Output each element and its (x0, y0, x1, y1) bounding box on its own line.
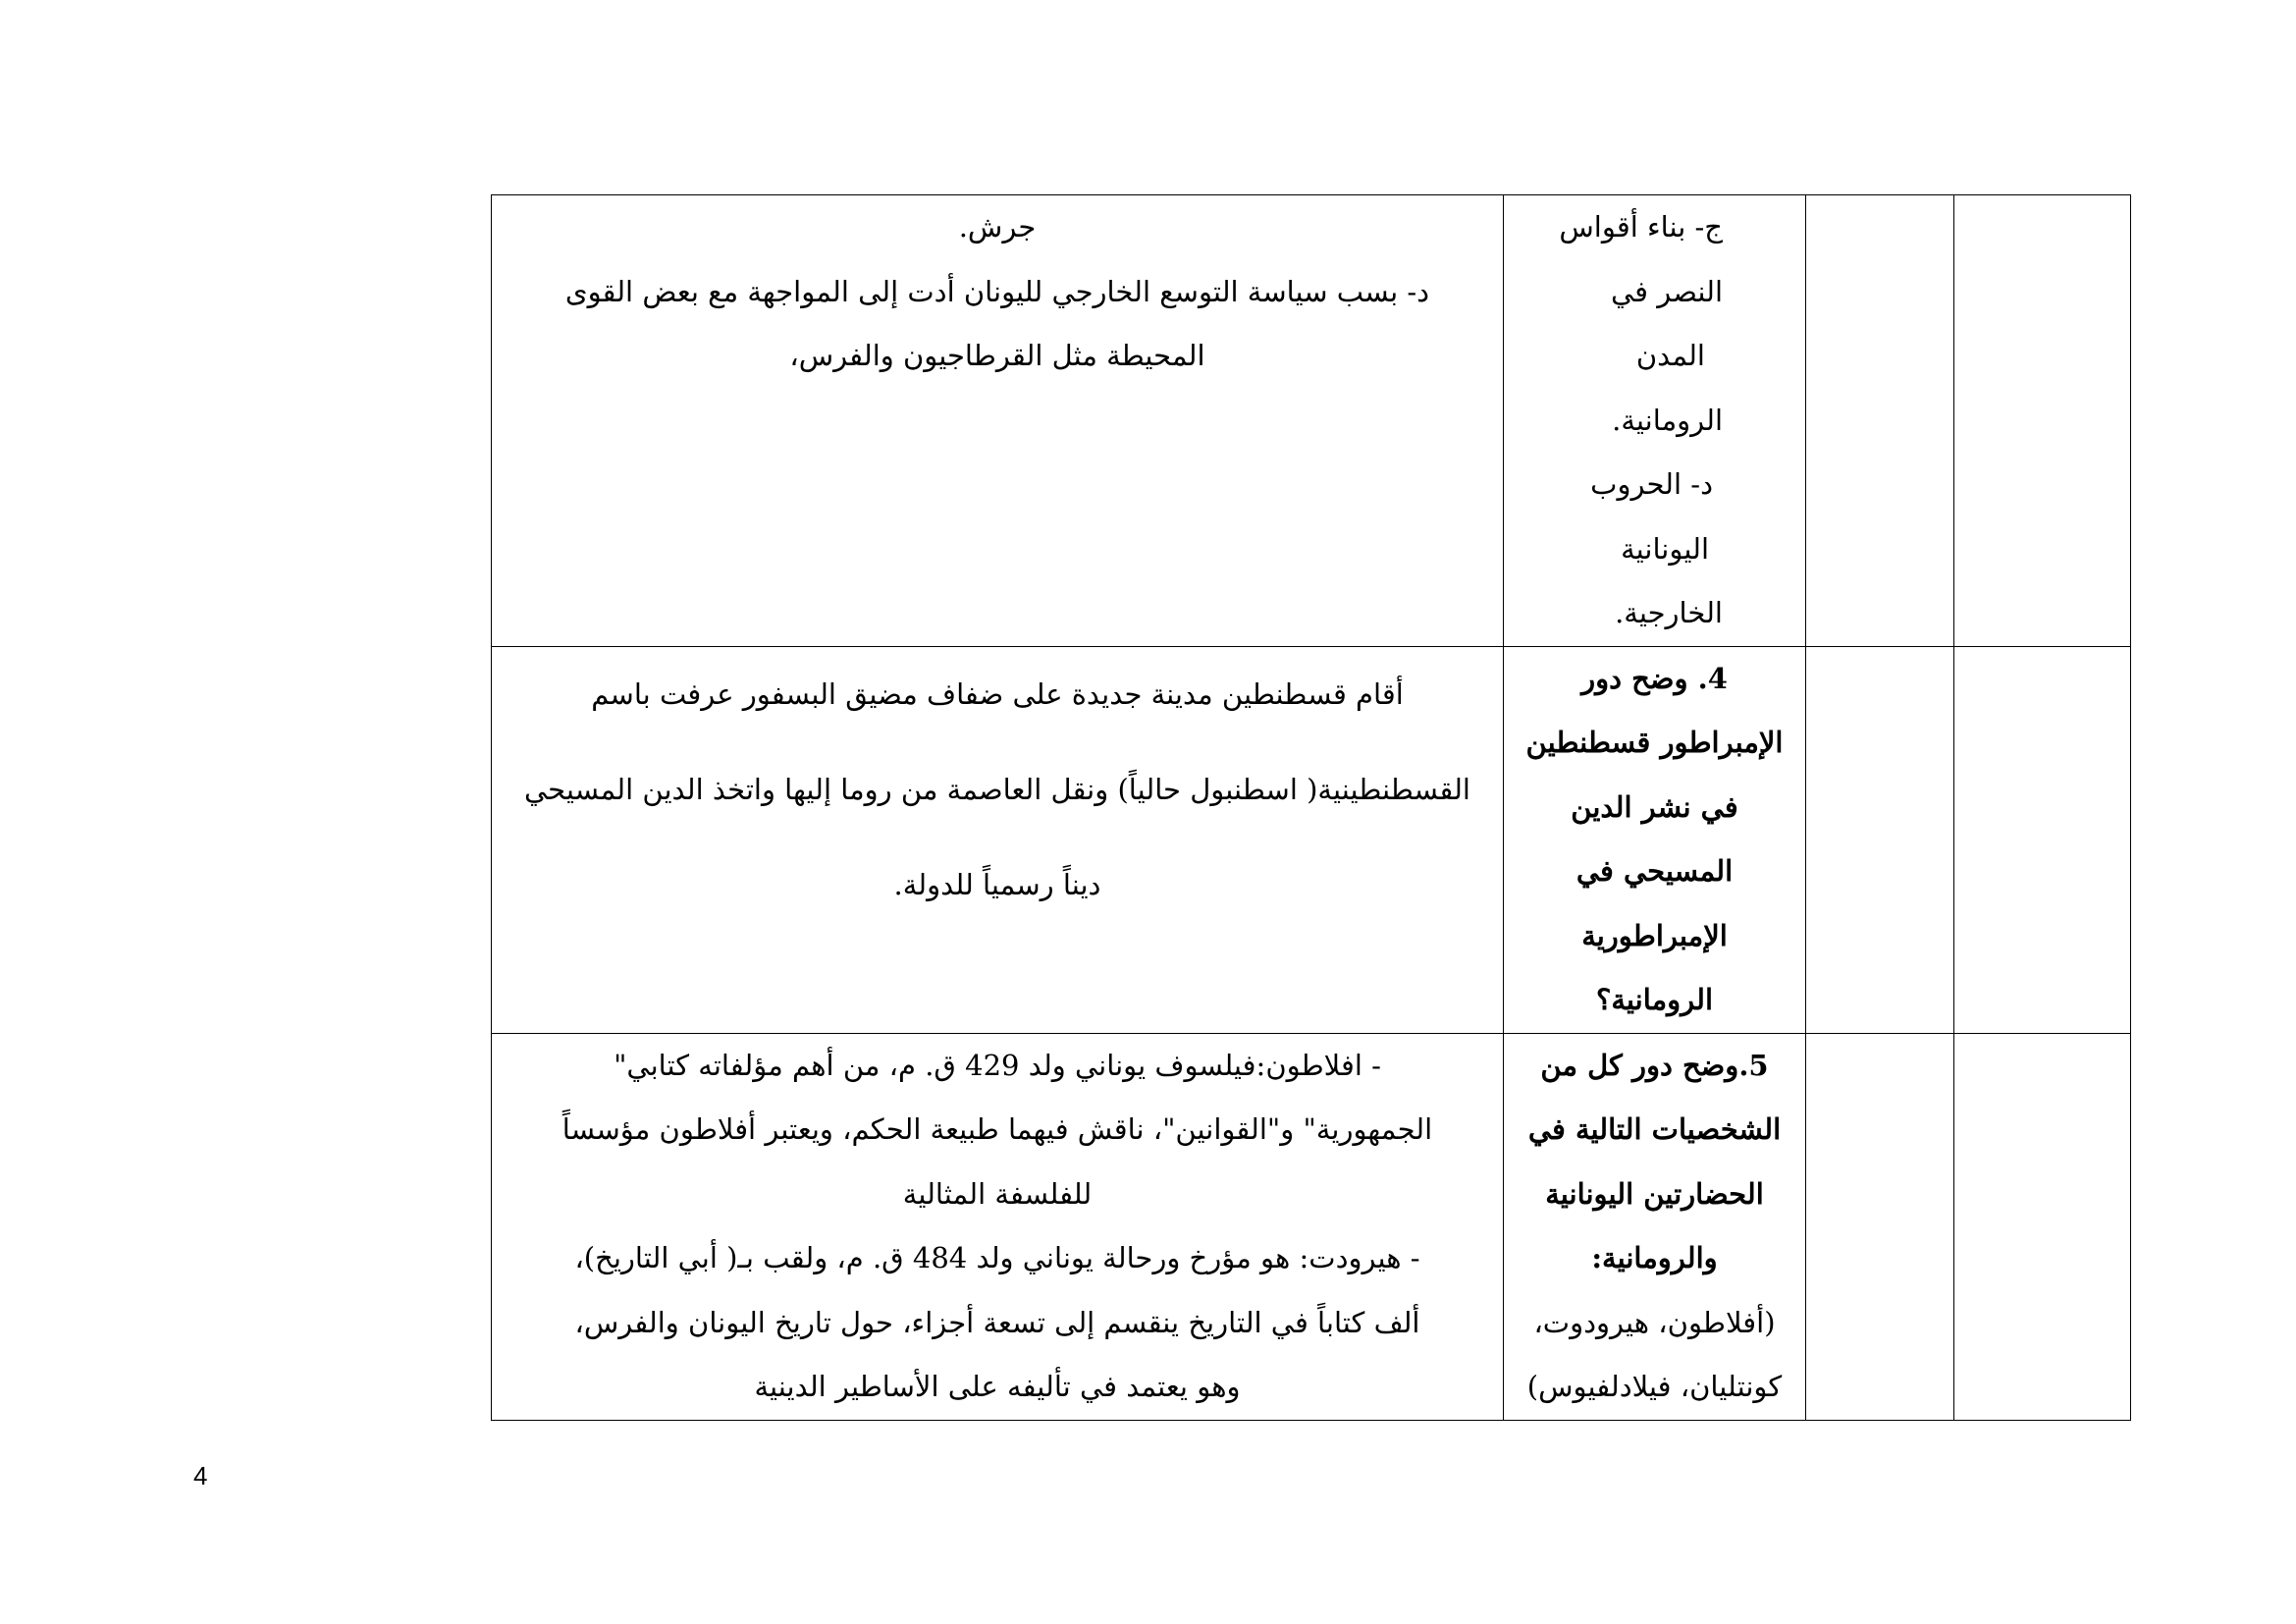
question-line: الإمبراطورية (1581, 918, 1728, 952)
question-line: المسيحي في (1575, 854, 1734, 888)
question-line: الإمبراطور قسطنطين (1525, 726, 1784, 759)
question-line: والرومانية: (1591, 1241, 1718, 1274)
empty-cell (1806, 1033, 1954, 1420)
answer-line: ألف كتاباً في التاريخ ينقسم إلى تسعة أجزاء، حول تاريخ اليونان والفرس، (574, 1305, 1420, 1339)
question-line: في نشر الدين (1571, 789, 1738, 824)
question-line: 4. وضح دور (1581, 661, 1728, 695)
question-cell (1504, 646, 1806, 1033)
question-line: د- الحروب (1590, 467, 1713, 501)
question-line: (أفلاطون، هيرودوت، (1533, 1305, 1776, 1339)
table-row (492, 195, 2131, 647)
answer-cell (492, 646, 1504, 1033)
question-line: الحضارتين اليونانية (1545, 1176, 1764, 1211)
answer-line: جرش. (958, 210, 1037, 244)
answer-line: د- بسب سياسة التوسع الخارجي لليونان أدت إلى المواجهة مع بعض القوى (564, 274, 1430, 308)
question-line: المدن (1635, 339, 1705, 372)
question-line: ج- بناء أقواس (1559, 210, 1723, 244)
empty-cell (1954, 195, 2131, 647)
empty-cell (1954, 1033, 2131, 1420)
answer-line: - افلاطون:فيلسوف يوناني ولد 429 ق. م، من أهم مؤلفاته كتابي" (614, 1048, 1381, 1082)
question-line: اليونانية (1621, 531, 1709, 566)
answer-line: المحيطة مثل القرطاجيون والفرس، (789, 339, 1205, 372)
table-row (492, 1033, 2131, 1420)
answer-line: أقام قسطنطين مدينة جديدة على ضفاف مضيق البسفور عرفت باسم (591, 677, 1404, 711)
question-line: كونتليان، فيلادلفيوس) (1526, 1370, 1783, 1403)
answer-line: ديناً رسمياً للدولة. (893, 867, 1101, 901)
answer-line: القسطنطينية( اسطنبول حالياً) ونقل العاصمة من روما إليها واتخذ الدين المسيحي (524, 772, 1470, 806)
empty-cell (1806, 646, 1954, 1033)
question-line: الشخصيات التالية في (1527, 1112, 1782, 1146)
answer-cell (492, 195, 1504, 647)
page-number: 4 (193, 1461, 208, 1490)
answer-cell (492, 1033, 1504, 1420)
answer-line: الجمهورية" و"القوانين"، ناقش فيهما طبيعة الحكم، ويعتبر أفلاطون مؤسساً (561, 1112, 1433, 1146)
question-line: النصر في (1610, 274, 1723, 308)
question-line: الرومانية. (1612, 403, 1723, 437)
question-cell (1504, 1033, 1806, 1420)
empty-cell (1954, 646, 2131, 1033)
answer-line: - هيرودت: هو مؤرخ ورحالة يوناني ولد 484 ق. م، ولقب بـ( أبي التاريخ)، (574, 1241, 1420, 1274)
question-cell (1504, 195, 1806, 647)
answer-line: للفلسفة المثالية (902, 1176, 1093, 1211)
question-line: الخارجية. (1615, 596, 1723, 629)
question-line: الرومانية؟ (1595, 983, 1714, 1016)
answer-line: وهو يعتمد في تأليفه على الأساطير الدينية (754, 1370, 1241, 1403)
question-line: 5.وضح دور كل من (1540, 1048, 1769, 1082)
empty-cell (1806, 195, 1954, 647)
content-table (491, 194, 2131, 1421)
table-row (492, 646, 2131, 1033)
